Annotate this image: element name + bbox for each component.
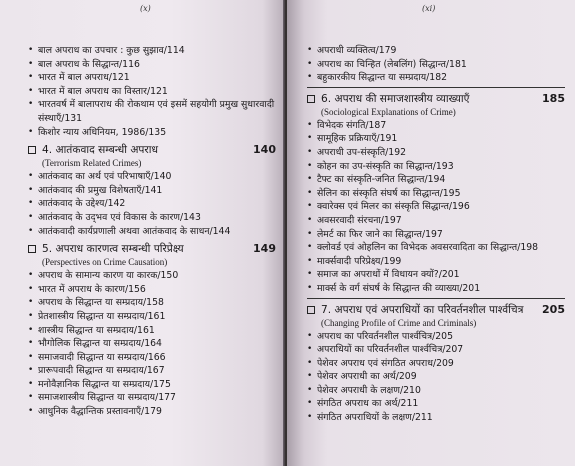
list-item: • भारत में अपराध के कारण/156 — [28, 283, 276, 297]
chapter-number: 7. — [321, 303, 332, 316]
list-item: • प्रारूपवादी सिद्धान्त या सम्प्रदाय/167 — [28, 364, 276, 378]
list-item: • टैफ्ट का संस्कृति-जनित सिद्धान्त/194 — [307, 173, 565, 187]
list-item: • मनोवैज्ञानिक सिद्धान्त या सम्प्रदाय/175 — [28, 378, 276, 392]
left-page-folio: (x) — [140, 4, 151, 13]
left-page — [0, 0, 285, 466]
list-item: • भारत में बाल अपराध का विस्तार/121 — [28, 85, 276, 99]
list-item: • क्लोवर्ड एवं ओहलिन का विभेदक अवसरवादिता का सिद्धान्त/198 — [307, 241, 565, 255]
list-item: • आधुनिक वैद्धान्तिक प्रस्तावनाएँ/179 — [28, 405, 276, 419]
list-item: • अपराध का चिन्हित (लेबलिंग) सिद्धान्त/181 — [307, 58, 565, 72]
list-item: • समाजवादी सिद्धान्त या सम्प्रदाय/166 — [28, 351, 276, 365]
list-item: • अपराधी व्यक्तित्व/179 — [307, 44, 565, 58]
list-item: • समाज का अपराधों में विधायन क्यों?/201 — [307, 268, 565, 282]
chapter-subtitle: (Perspectives on Crime Causation) — [42, 257, 168, 268]
right-contents-list — [307, 44, 565, 425]
list-item: • मार्क्स के वर्ग संघर्ष के सिद्धान्त की व्याख्या/201 — [307, 282, 565, 296]
list-item: • संगठित अपराधियों के लक्षण/211 — [307, 411, 565, 425]
chapter-number: 5. — [42, 243, 53, 256]
chapter-6-heading[interactable] — [307, 92, 565, 106]
list-item: • किशोर न्याय अधिनियम, 1986/135 — [28, 126, 276, 140]
chapter-number: 6. — [321, 92, 332, 105]
list-item: • आतंकवाद की प्रमुख विशेषताएँ/141 — [28, 184, 276, 198]
chapter-title: आतंकवाद सम्बन्धी अपराध — [55, 144, 159, 157]
list-item: • सामूहिक प्रक्रियाएँ/191 — [307, 132, 565, 146]
list-item: • पेशेवर अपराधी के लक्षण/210 — [307, 384, 565, 398]
chapter-title: अपराध एवं अपराधियों का परिवर्तनशील पार्श्वचित्र — [334, 303, 524, 316]
chapter-page-number: 149 — [253, 242, 276, 256]
list-item: • आतंकवाद के उद्देश्य/142 — [28, 197, 276, 211]
list-item: • भारत में बाल अपराध/121 — [28, 71, 276, 85]
checkbox-icon — [307, 306, 315, 314]
list-item: • पेशेवर अपराध एवं संगठित अपराध/209 — [307, 357, 565, 371]
list-item: • संगठित अपराध का अर्थ/211 — [307, 397, 565, 411]
chapter-7-heading[interactable] — [307, 303, 565, 317]
checkbox-icon — [28, 245, 36, 253]
left-contents-list — [28, 44, 276, 419]
list-item: • भौगोलिक सिद्धान्त या सम्प्रदाय/164 — [28, 337, 276, 351]
list-item: • पेशेवर अपराधी का अर्थ/209 — [307, 370, 565, 384]
list-item: • अपराध के सिद्धान्त या सम्प्रदाय/158 — [28, 296, 276, 310]
chapter-5-heading[interactable] — [28, 242, 276, 256]
chapter-title: अपराध की समाजशास्त्रीय व्याख्याएँ — [334, 92, 470, 105]
list-item: • आतंकवाद का अर्थ एवं परिभाषाएँ/140 — [28, 170, 276, 184]
right-page — [287, 0, 575, 466]
chapter-title: अपराध कारणत्व सम्बन्धी परिप्रेक्ष्य — [55, 243, 184, 256]
list-item: • अपराध का परिवर्तनशील पार्श्वचित्र/205 — [307, 330, 565, 344]
right-page-folio: (xi) — [422, 4, 436, 13]
chapter-4-heading[interactable] — [28, 143, 276, 157]
chapter-subtitle: (Changing Profile of Crime and Criminals) — [321, 317, 477, 328]
divider — [307, 87, 565, 88]
list-item: • शास्त्रीय सिद्धान्त या सम्प्रदाय/161 — [28, 324, 276, 338]
list-item: • बाल अपराध के सिद्धान्त/116 — [28, 58, 276, 72]
list-item: • कोहन का उप-संस्कृति का सिद्धान्त/193 — [307, 160, 565, 174]
list-item: • आतंकवादी कार्यप्रणाली अथवा आतंकवाद के साधन/144 — [28, 225, 276, 239]
chapter-page-number: 185 — [542, 91, 565, 105]
list-item: • लेमर्ट का फिर जाने का सिद्धान्त/197 — [307, 228, 565, 242]
divider — [307, 298, 565, 299]
chapter-page-number: 205 — [542, 302, 565, 316]
list-item: • बाल अपराध का उपचार : कुछ सुझाव/114 — [28, 44, 276, 58]
list-item: • अपराधियों का परिवर्तनशील पार्श्वचित्र/207 — [307, 343, 565, 357]
list-item: • भारतवर्ष में बालापराध की रोकथाम एवं इसमें सहयोगी प्रमुख सुधारवादी संस्थाएँ/131 — [28, 98, 276, 125]
chapter-page-number: 140 — [253, 143, 276, 157]
checkbox-icon — [307, 95, 315, 103]
list-item: • समाजशास्त्रीय सिद्धान्त या सम्प्रदाय/177 — [28, 391, 276, 405]
list-item: • प्रेतशास्त्रीय सिद्धान्त या सम्प्रदाय/161 — [28, 310, 276, 324]
chapter-number: 4. — [42, 144, 53, 157]
checkbox-icon — [28, 146, 36, 154]
list-item: • विभेदक संगति/187 — [307, 119, 565, 133]
list-item: • अवसरवादी संरचना/197 — [307, 214, 565, 228]
chapter-subtitle: (Terrorism Related Crimes) — [42, 158, 142, 169]
list-item: • आतंकवाद के उद्‌भव एवं विकास के कारण/143 — [28, 211, 276, 225]
list-item: • सेलिन का संस्कृति संघर्ष का सिद्धान्त/195 — [307, 187, 565, 201]
list-item: • अपराध के सामान्य कारण या कारक/150 — [28, 269, 276, 283]
list-item: • बहुकारकीय सिद्धान्त या सम्प्रदाय/182 — [307, 71, 565, 85]
list-item: • अपराधी उप-संस्कृति/192 — [307, 146, 565, 160]
chapter-subtitle: (Sociological Explanations of Crime) — [321, 106, 456, 117]
list-item: • क्वारेक्स एवं मिलर का संस्कृति सिद्धान्त/196 — [307, 200, 565, 214]
list-item: • मार्क्सवादी परिप्रेक्ष्य/199 — [307, 255, 565, 269]
